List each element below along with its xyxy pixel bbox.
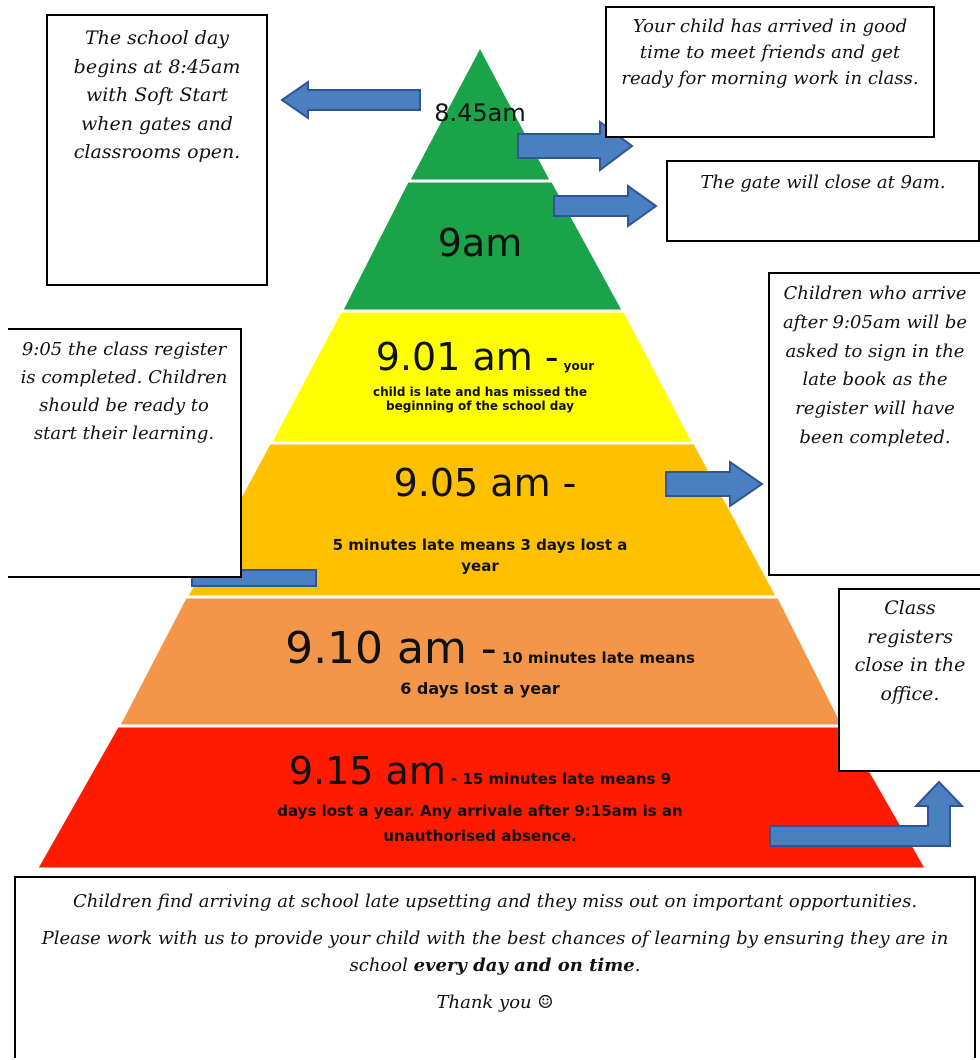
tier5-description: 6 days lost a year: [400, 679, 560, 698]
late-book-box: [768, 272, 980, 576]
school-day-text: The school day begins at 8:45am with Soft Start when gates and classrooms open.: [73, 27, 241, 163]
tier1-time: 8.45am: [434, 99, 526, 127]
office-text: Class registers close in the office.: [854, 597, 966, 705]
tier4-line2: year: [461, 557, 499, 575]
office-box: [838, 588, 980, 772]
footer-emphasis: every day and on time: [413, 955, 635, 976]
tier5-suffix: 10 minutes late means: [501, 649, 695, 667]
tier4-time: 9.05 am -: [393, 461, 577, 505]
tier5-heading: [200, 624, 780, 675]
footer-line1: Children find arriving at school late upsetting and they miss out on important opportunities.: [72, 891, 918, 912]
tier6-suffix: - 15 minutes late means 9: [450, 770, 672, 788]
gate-text: The gate will close at 9am.: [700, 172, 946, 193]
footer-message-box: [14, 876, 976, 1058]
tier3-time: 9.01 am -: [375, 335, 559, 379]
tier6-line1: days lost a year. Any arrivale after 9:15am is an: [277, 802, 683, 820]
tier6-heading: [180, 750, 780, 794]
tier3-suffix: your: [563, 359, 595, 373]
arrived-text: Your child has arrived in good time to meet friends and get ready for morning work in class.: [621, 16, 919, 90]
gate-box: [666, 160, 980, 242]
tier5-time: 9.10 am -: [285, 623, 497, 674]
tier6-time: 9.15 am: [288, 749, 446, 793]
tier4-line1: 5 minutes late means 3 days lost a: [332, 536, 628, 554]
footer-line2-end: .: [634, 955, 641, 976]
footer-thanks: Thank you ☺: [436, 992, 554, 1013]
arrived-box: [605, 6, 935, 138]
footer-line2-start: Please work with us to provide your child with the best chances of learning by ensuring they are in school: [41, 928, 949, 976]
tier2-time: 9am: [437, 221, 523, 265]
tier3-description: child is late and has missed the beginning of the school day: [373, 385, 587, 413]
footer-line2: [34, 925, 956, 979]
tier6-line2: unauthorised absence.: [383, 827, 577, 845]
tier3-heading: [290, 336, 680, 380]
register-box: [8, 328, 242, 578]
school-day-box: [46, 14, 268, 286]
late-book-text: Children who arrive after 9:05am will be asked to sign in the late book as the register will have been completed.: [782, 283, 968, 448]
register-text: 9:05 the class register is completed. Children should be ready to start their learning.: [20, 339, 228, 444]
